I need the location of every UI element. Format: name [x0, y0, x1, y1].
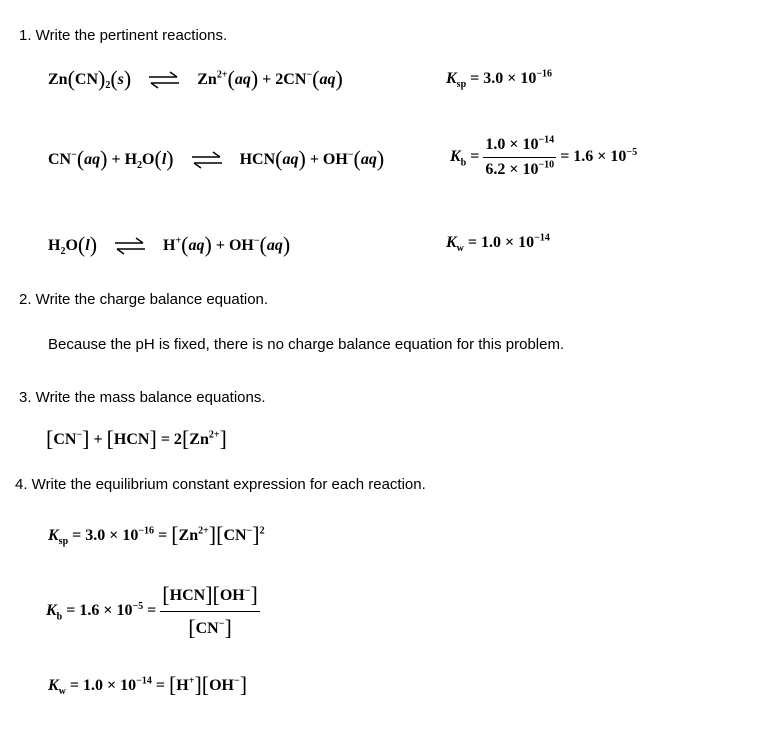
kb-expression-fraction: $\frac{[HCN][OH^-]}{[CN^-]}$: [162, 582, 258, 640]
ksp-expression: $K_{sp} = 3.0 \times 10^{-16} = [Zn^{2+}][CN^-]^2$: [48, 522, 265, 548]
equilibrium-arrow-icon: [190, 151, 224, 169]
kb-expression: $K_b = 1.6 \times 10^{-5}$ = $\frac{[HCN][OH^-]}{[CN^-]}$: [46, 582, 258, 640]
step-2-heading: 2. Write the charge balance equation.: [19, 291, 269, 308]
reaction-1-ksp: $K_{sp} = 3.0 \times 10^{-16}$: [446, 68, 553, 91]
charge-balance-note: Because the pH is fixed, there is no charge balance equation for this problem.: [48, 336, 565, 353]
step-3-heading: 3. Write the mass balance equations.: [19, 389, 266, 406]
equilibrium-arrow-icon: [113, 237, 147, 255]
mass-balance-equation: $[CN^-] + [HCN] = 2[Zn^{2+}]$: [46, 426, 227, 451]
kw-expression: $K_w = 1.0 \times 10^{-14} = [H^+][OH^-]$: [48, 672, 248, 698]
equilibrium-arrow-icon: [147, 71, 181, 89]
reaction-3-kw: $K_w = 1.0 \times 10^{-14}$: [446, 232, 550, 255]
reaction-2-equation: $CN^-(aq) + H_2O(l)$ HCN(aq) + OH−(aq): [48, 146, 385, 172]
reaction-1-equation: $Zn(CN)_2(s)$ $Zn^{2+}(aq) + 2CN^-(aq)$: [48, 66, 343, 92]
step-4-heading: 4. Write the equilibrium constant expression for each reaction.: [15, 476, 426, 493]
kb-fraction: $\frac{1.0 \times 10^{-14}}{6.2 \times 10^{-10}}$: [485, 134, 555, 178]
step-1-heading: 1. Write the pertinent reactions.: [19, 27, 228, 44]
reaction-2-kb: $K_b$ = $\frac{1.0 \times 10^{-14}}{6.2 \times 10^{-10}}$ = $1.6 \times 10^{-5}$: [450, 134, 638, 178]
reaction-3-equation: $H_2O(l)$ H+(aq) + OH−(aq): [48, 232, 291, 258]
